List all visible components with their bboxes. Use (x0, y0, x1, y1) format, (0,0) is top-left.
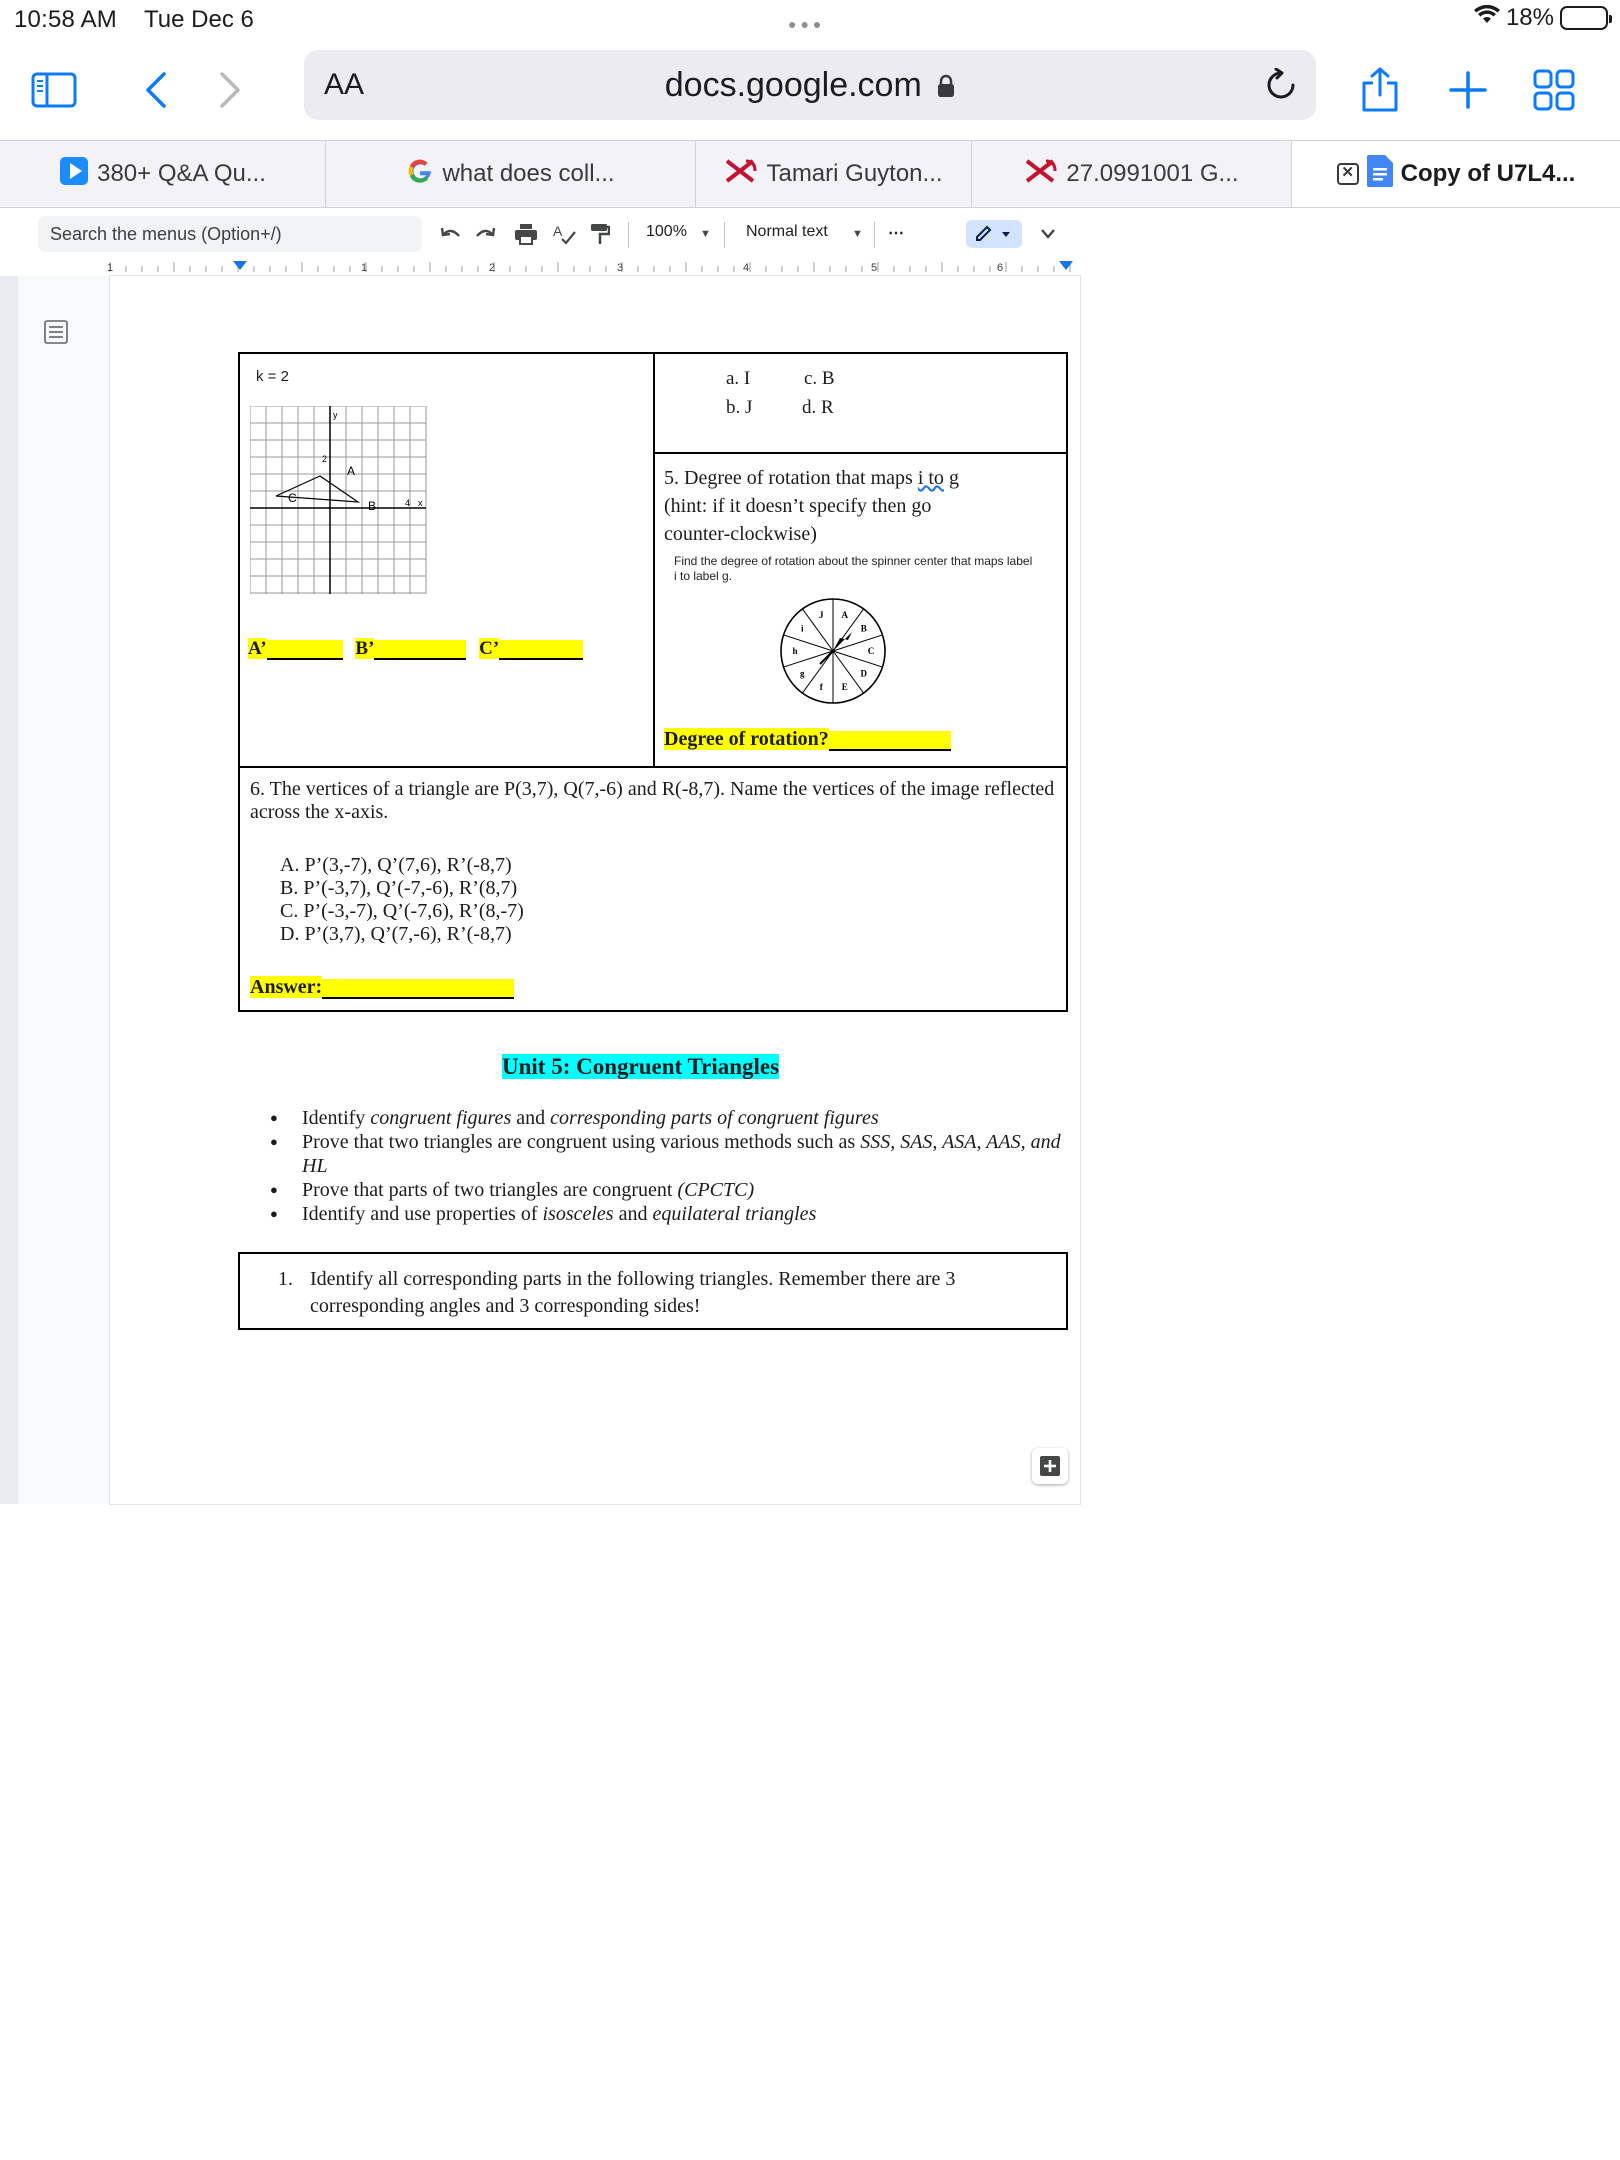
docs-icon (1367, 155, 1393, 194)
add-comment-icon[interactable] (1032, 1448, 1068, 1484)
tab-label: Tamari Guyton... (766, 160, 943, 187)
spinner-label: C (867, 646, 875, 656)
spinner-label: h (792, 646, 798, 656)
tab-4[interactable] (972, 141, 1292, 207)
table-divider (653, 452, 1066, 454)
point-c-label: C (288, 491, 297, 505)
tab-strip (0, 140, 1620, 208)
status-right (1474, 4, 1608, 32)
spinner-label: E (841, 682, 848, 693)
q1-number: 1. (278, 1268, 293, 1290)
b-prime-label: B’ (355, 638, 375, 659)
objective-term: equilateral triangles (652, 1203, 817, 1225)
x-tick-label: 4 (405, 498, 411, 508)
multitasking-dots-icon[interactable]: ●●● (788, 16, 826, 32)
svg-text:A: A (553, 223, 563, 239)
q6-option-c: C. P’(-3,-7), Q’(-7,6), R’(8,-7) (280, 900, 524, 922)
google-icon (406, 157, 434, 192)
c-prime-blank[interactable] (499, 640, 583, 660)
ruler-label: 1 (106, 262, 114, 274)
question-table (238, 352, 1068, 1012)
q5-hint: (hint: if it doesn’t specify then go counter-clockwise) (664, 495, 932, 545)
option-d: d. R (802, 397, 834, 418)
objective-text: Prove that two triangles are congruent using various methods such as (302, 1131, 861, 1153)
ruler[interactable] (0, 258, 1080, 276)
option-b: b. J (726, 397, 753, 418)
toolbar-divider (628, 222, 629, 248)
style-dropdown-icon[interactable]: ▼ (852, 228, 863, 240)
y-axis-label: y (333, 410, 338, 420)
objective-text: and (511, 1107, 551, 1129)
status-date: Tue Dec 6 (144, 6, 254, 33)
reload-icon[interactable] (1260, 64, 1302, 106)
zoom-select[interactable]: 100% (646, 223, 687, 240)
print-icon[interactable] (514, 220, 538, 248)
wifi-icon (1474, 4, 1500, 32)
objective-text: Identify (302, 1107, 371, 1129)
document-outline-icon[interactable] (44, 320, 68, 344)
point-a-label: A (347, 464, 356, 478)
degree-label: Degree of rotation? (664, 728, 829, 750)
spinner-label: i (801, 623, 804, 634)
q5-instructions: Find the degree of rotation about the spinner center that maps label i to label g. (674, 554, 1033, 583)
q5-title-main: 5. Degree of rotation that maps (664, 467, 918, 489)
left-gutter (0, 276, 18, 1504)
coordinate-grid (250, 406, 430, 598)
q6-option-a: A. P’(3,-7), Q’(7,6), R’(-8,7) (280, 854, 512, 876)
x-axis-label: x (418, 498, 423, 508)
new-tab-icon[interactable] (1440, 62, 1496, 118)
q6-answer-line (250, 976, 514, 999)
ruler-label: 6 (996, 262, 1004, 274)
spinner-label: g (800, 668, 805, 679)
menu-search-input[interactable]: Search the menus (Option+/) (38, 216, 422, 252)
unit-objectives-list (268, 1106, 1068, 1226)
objective-text: and (613, 1203, 653, 1225)
q6-option-b: B. P’(-3,7), Q’(-7,-6), R’(8,7) (280, 877, 518, 899)
objective-term: congruent figures (370, 1107, 512, 1129)
ruler-label: 4 (742, 262, 750, 274)
option-a: a. I (726, 368, 751, 389)
forward-icon[interactable] (202, 62, 258, 118)
status-bar (0, 0, 1620, 40)
safari-toolbar (0, 40, 1620, 140)
objective-term: corresponding parts of congruent figures (550, 1107, 879, 1129)
spinner-label: A (841, 609, 848, 620)
spinner-label: D (860, 668, 867, 679)
edit-mode-icon[interactable] (966, 220, 1022, 248)
degree-answer-line (664, 728, 951, 751)
q6-option-d: D. P’(3,7), Q’(7,-6), R’(-8,7) (280, 923, 512, 945)
play-icon (59, 156, 89, 193)
ruler-label: 2 (488, 262, 496, 274)
sidebar-icon[interactable] (26, 62, 82, 118)
a-prime-label: A’ (248, 638, 267, 659)
more-options-button[interactable]: ⋯ (888, 225, 904, 242)
objective-item (268, 1202, 1068, 1226)
a-prime-blank[interactable] (267, 640, 343, 660)
tab-2[interactable] (326, 141, 696, 207)
battery-percent: 18% (1505, 4, 1554, 31)
tab-label: 380+ Q&A Qu... (97, 160, 266, 187)
spinner-label: B (860, 623, 867, 634)
undo-icon[interactable] (440, 220, 462, 248)
b-prime-blank[interactable] (374, 640, 466, 660)
objective-term: isosceles (542, 1203, 614, 1225)
table-divider (653, 354, 655, 768)
unit-title-text: Unit 5: Congruent Triangles (502, 1054, 780, 1079)
indent-marker (1059, 261, 1073, 270)
url-text: docs.google.com (664, 66, 922, 104)
degree-blank[interactable] (829, 731, 951, 751)
q5-title (664, 464, 1064, 492)
tab-label: Copy of U7L4... (1400, 160, 1576, 187)
toolbar-divider (724, 222, 725, 248)
ruler-label: 1 (360, 262, 368, 274)
y-tick-label: 2 (322, 454, 328, 464)
x-logo-icon (724, 159, 758, 190)
expand-icon[interactable] (1040, 220, 1056, 248)
answer-blank[interactable] (322, 979, 514, 999)
redo-icon[interactable] (474, 220, 496, 248)
x-logo-icon (1024, 159, 1058, 190)
tab-overview-icon[interactable] (1526, 62, 1582, 118)
spellcheck-icon[interactable] (552, 220, 576, 248)
q1-text: Identify all corresponding parts in the following triangles. Remember there are 3 corresponding angles and 3 corresponding sides! (310, 1268, 956, 1317)
indent-marker (233, 261, 247, 270)
text-size-button[interactable]: AA (324, 68, 365, 101)
question-5 (664, 464, 1064, 548)
tab-label: what does coll... (442, 160, 615, 187)
tab-5-active[interactable] (1292, 141, 1620, 207)
style-select[interactable]: Normal text (746, 223, 828, 240)
spinner-label: J (819, 609, 824, 620)
answer-label: Answer: (250, 976, 323, 998)
question-1-box (238, 1252, 1068, 1330)
status-time: 10:58 AM (14, 6, 118, 33)
q5-title-end: g (943, 467, 959, 489)
table-divider (240, 766, 1066, 768)
url-display[interactable] (304, 66, 1316, 107)
paint-format-icon[interactable] (590, 220, 610, 248)
address-bar[interactable] (304, 50, 1316, 120)
objective-term: SSS, SAS, ASA, AAS, and HL (302, 1131, 1061, 1177)
tab-1[interactable] (0, 141, 326, 207)
image-coordinates-line (248, 638, 612, 660)
tab-3[interactable] (696, 141, 972, 207)
unit-title (502, 1054, 779, 1080)
ruler-label: 3 (616, 262, 624, 274)
tab-label: 27.0991001 G... (1066, 160, 1239, 187)
objective-item (268, 1178, 1068, 1202)
ruler-label: 5 (870, 262, 878, 274)
zoom-dropdown-icon[interactable]: ▼ (700, 228, 711, 240)
q5-title-underlined: i to (917, 467, 944, 489)
share-icon[interactable] (1352, 62, 1408, 118)
toolbar-divider (874, 222, 875, 248)
battery-icon (1560, 6, 1608, 30)
objective-item (268, 1106, 1068, 1130)
objective-item (268, 1130, 1068, 1178)
objective-term: (CPCTC) (677, 1179, 755, 1201)
back-icon[interactable] (128, 62, 184, 118)
spinner (778, 596, 888, 706)
question-6: 6. The vertices of a triangle are P(3,7), Q(7,-6) and R(-8,7). Name the vertices of the image reflected across the x-axis. (250, 778, 1055, 823)
option-c: c. B (804, 368, 835, 389)
objective-text: Prove that parts of two triangles are congruent (302, 1179, 678, 1201)
scale-factor-label: k = 2 (256, 368, 289, 385)
point-b-label: B (368, 499, 377, 513)
close-tab-icon[interactable]: ✕ (1337, 163, 1359, 185)
c-prime-label: C’ (479, 638, 500, 659)
objective-text: Identify and use properties of (302, 1203, 543, 1225)
spinner-label: f (819, 682, 823, 693)
q6-options (280, 854, 524, 946)
ruler-scale (0, 258, 1080, 276)
lock-icon (937, 68, 955, 107)
